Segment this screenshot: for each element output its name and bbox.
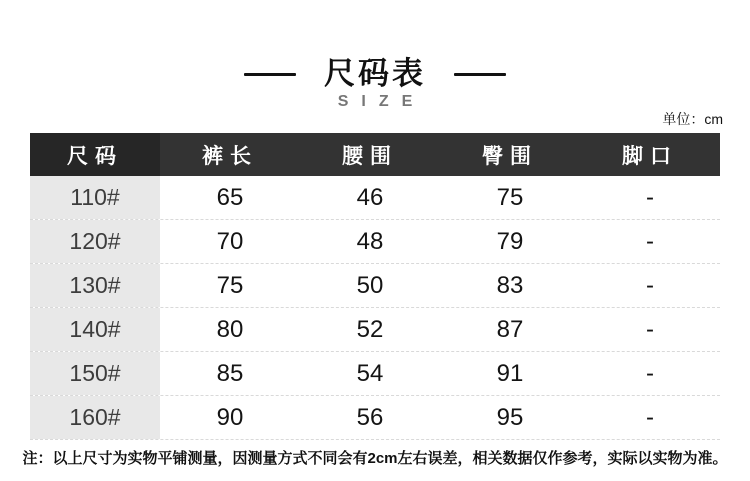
value-cell: 54 (356, 359, 384, 387)
value-cell: 50 (356, 271, 384, 299)
value-cell: - (646, 271, 654, 299)
size-table (30, 133, 720, 440)
header-cell-4: 脚口 (622, 144, 678, 168)
header-cell-0: 尺码 (30, 133, 160, 176)
value-cell: 75 (496, 183, 524, 211)
unit-label: 单位：cm (662, 111, 723, 127)
header-cell-2: 腰围 (342, 144, 398, 168)
value-cell: 70 (216, 227, 244, 255)
value-cell: 80 (216, 315, 244, 343)
value-cell: - (646, 315, 654, 343)
table-row (30, 352, 720, 396)
header-cell-1: 裤长 (202, 144, 258, 168)
footnote: 注：以上尺寸为实物平铺测量，因测量方式不同会有2cm左右误差，相关数据仅作参考，实际以实物为准。 (22, 450, 728, 467)
value-cell: 48 (356, 227, 384, 255)
value-cell: 91 (496, 359, 524, 387)
value-cell: - (646, 359, 654, 387)
value-cell: 95 (496, 403, 524, 431)
page-subtitle: SIZE (337, 93, 426, 110)
title-dash-right (454, 73, 506, 76)
value-cell: 46 (356, 183, 384, 211)
value-cell: - (646, 403, 654, 431)
header-cell-3: 臀围 (482, 144, 538, 168)
value-cell: 90 (216, 403, 244, 431)
value-cell: 87 (496, 315, 524, 343)
size-cell: 140# (30, 308, 160, 351)
value-cell: 52 (356, 315, 384, 343)
size-cell: 150# (30, 352, 160, 395)
title-row (0, 54, 750, 94)
value-cell: - (646, 183, 654, 211)
value-cell: 85 (216, 359, 244, 387)
value-cell: - (646, 227, 654, 255)
table-header-row (30, 133, 720, 176)
title-dash-left (244, 73, 296, 76)
size-cell: 110# (30, 176, 160, 219)
table-row (30, 220, 720, 264)
size-cell: 120# (30, 220, 160, 263)
table-row (30, 308, 720, 352)
table-row (30, 396, 720, 440)
value-cell: 83 (496, 271, 524, 299)
value-cell: 75 (216, 271, 244, 299)
value-cell: 65 (216, 183, 244, 211)
table-row (30, 264, 720, 308)
value-cell: 56 (356, 403, 384, 431)
size-cell: 130# (30, 264, 160, 307)
size-cell: 160# (30, 396, 160, 439)
table-row (30, 176, 720, 220)
table-body (30, 176, 720, 440)
page-title: 尺码表 (324, 56, 426, 91)
value-cell: 79 (496, 227, 524, 255)
